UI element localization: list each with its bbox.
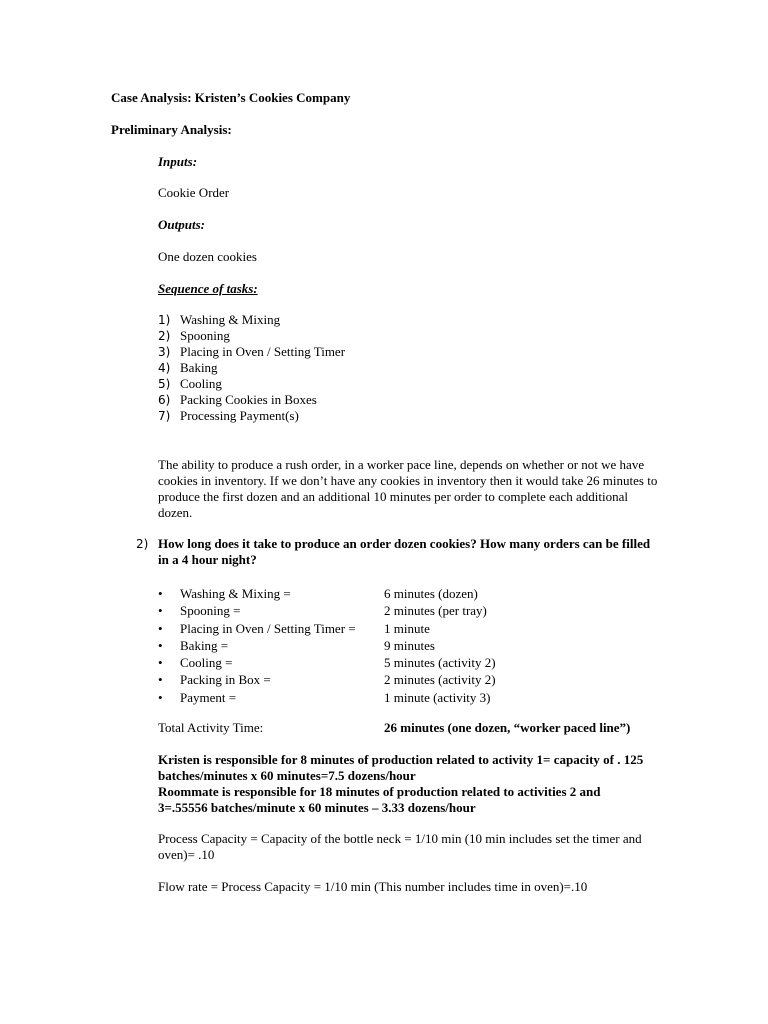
list-item (158, 620, 430, 637)
bullet: • (158, 637, 163, 653)
activity-label: Washing & Mixing = (180, 586, 291, 601)
list-item (158, 671, 496, 688)
list-number: 6) (158, 393, 171, 407)
activity-label: Packing in Box = (180, 672, 271, 688)
document-title: Case Analysis: Kristen’s Cookies Company (111, 90, 351, 105)
task-sequence-list (158, 312, 345, 424)
list-number: 5) (158, 377, 171, 391)
bullet: • (158, 672, 163, 688)
activity-label: Payment = (180, 689, 237, 705)
activity-value: 9 minutes (384, 637, 435, 653)
list-number: 4) (158, 361, 171, 375)
activity-value: 6 minutes (dozen) (384, 586, 478, 601)
list-item (158, 637, 435, 654)
roommate-capacity-text: Roommate is responsible for 18 minutes of production related to activities 2 and 3=.55556 batches/minute x 60 minutes – 3.33 dozens/hour (158, 784, 601, 815)
activity-label: Baking = (180, 637, 229, 653)
activity-label: Placing in Oven / Setting Timer = (180, 620, 356, 636)
outputs-value: One dozen cookies (158, 249, 257, 264)
question-number: 2) (136, 537, 149, 551)
activity-value: 2 minutes (activity 2) (384, 672, 496, 688)
bullet: • (158, 655, 163, 671)
task-label: Washing & Mixing (180, 312, 281, 327)
activity-value: 5 minutes (activity 2) (384, 655, 496, 671)
sequence-of-tasks-heading: Sequence of tasks: (158, 281, 258, 296)
activity-value: 1 minute (activity 3) (384, 689, 491, 705)
list-item (158, 602, 487, 619)
list-item (158, 689, 491, 706)
list-number: 2) (158, 329, 171, 343)
list-item (158, 585, 478, 602)
list-item (158, 312, 345, 328)
list-number: 3) (158, 345, 171, 359)
task-label: Placing in Oven / Setting Timer (180, 344, 346, 359)
activity-value: 1 minute (384, 620, 430, 636)
activity-label: Cooling = (180, 655, 233, 671)
flow-rate-text: Flow rate = Process Capacity = 1/10 min (This number includes time in oven)=.10 (158, 879, 588, 894)
task-label: Packing Cookies in Boxes (180, 392, 317, 407)
list-item (158, 392, 345, 408)
total-activity-value: 26 minutes (one dozen, “worker paced line”) (384, 720, 631, 735)
activity-value: 2 minutes (per tray) (384, 603, 487, 619)
list-item (158, 344, 345, 360)
list-item (158, 376, 345, 392)
rush-order-paragraph: The ability to produce a rush order, in a worker pace line, depends on whether or not we have cookies in inventory. If we don’t have any cookies in inventory then it would take 26 minutes to produce the first dozen and an additional 10 minutes per order to complete each additional dozen. (158, 457, 658, 520)
list-item (158, 360, 345, 376)
inputs-heading: Inputs: (158, 154, 198, 169)
bullet: • (158, 603, 163, 619)
task-label: Cooling (180, 376, 222, 391)
list-number: 7) (158, 409, 171, 423)
inputs-value: Cookie Order (158, 185, 230, 200)
kristen-capacity-text: Kristen is responsible for 8 minutes of production related to activity 1= capacity of . 125 batches/minutes x 60 minutes=7.5 dozens/hour (158, 752, 644, 783)
outputs-heading: Outputs: (158, 217, 205, 232)
preliminary-analysis-heading: Preliminary Analysis: (111, 122, 232, 137)
task-label: Baking (180, 360, 218, 375)
bullet: • (158, 586, 163, 601)
task-label: Spooning (180, 328, 230, 343)
question-text: How long does it take to produce an order dozen cookies? How many orders can be filled in a 4 hour night? (158, 536, 651, 567)
list-item (158, 328, 345, 344)
bullet: • (158, 689, 163, 705)
total-activity-label: Total Activity Time: (158, 720, 264, 735)
bullet: • (158, 620, 163, 636)
process-capacity-text: Process Capacity = Capacity of the bottle neck = 1/10 min (10 min includes set the timer and oven)= .10 (158, 831, 642, 862)
task-label: Processing Payment(s) (180, 408, 299, 423)
activity-label: Spooning = (180, 603, 241, 619)
list-item (158, 654, 496, 671)
activity-time-list (158, 585, 496, 706)
list-number: 1) (158, 313, 171, 327)
list-item (158, 408, 345, 424)
